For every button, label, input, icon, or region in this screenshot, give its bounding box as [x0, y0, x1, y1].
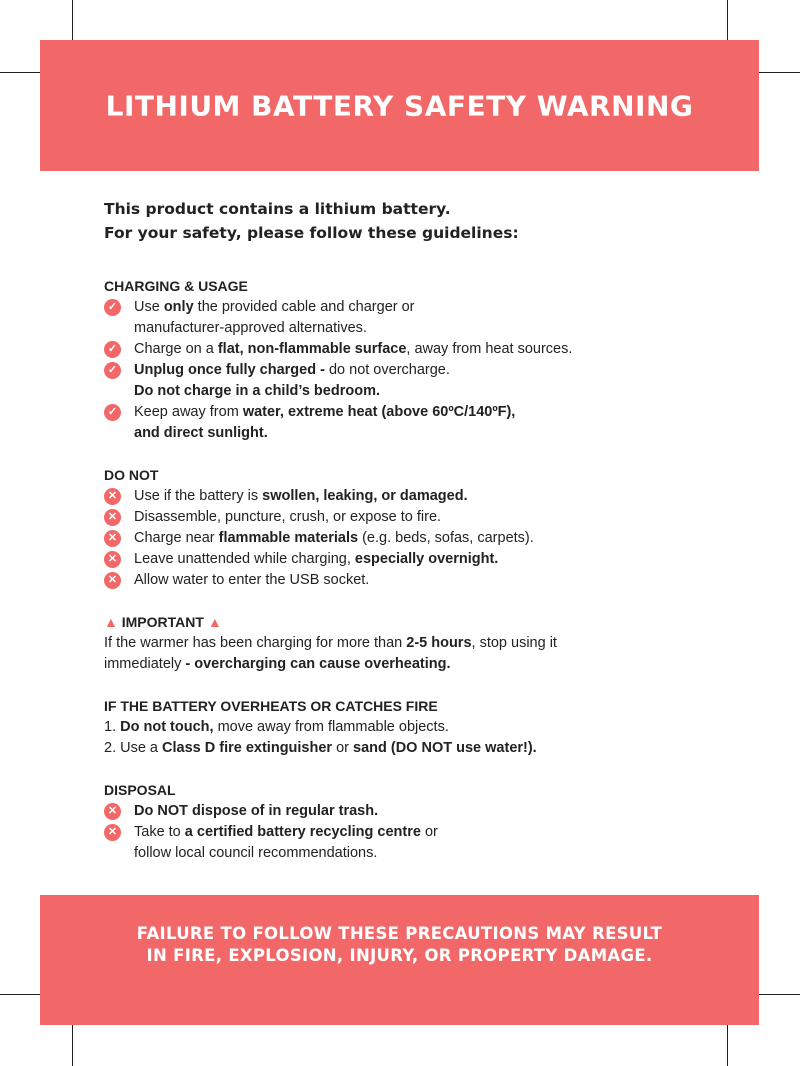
list-item: ✕ Leave unattended while charging, especially overnight.: [104, 549, 694, 570]
list-item: ✕ Do NOT dispose of in regular trash.: [104, 801, 694, 822]
section-title-disposal: DISPOSAL: [104, 782, 176, 798]
list-item: ✓ Charge on a flat, non-flammable surface, away from heat sources.: [104, 339, 694, 360]
footer-warning: FAILURE TO FOLLOW THESE PRECAUTIONS MAY RESULT: [136, 924, 663, 943]
guidelines-content: [104, 197, 694, 864]
intro-line: This product contains a lithium battery.: [104, 200, 451, 218]
x-circle-icon: ✕: [104, 509, 121, 526]
fire-step: 1. Do not touch, move away from flammable objects.: [104, 719, 449, 735]
x-circle-icon: ✕: [104, 824, 121, 841]
x-circle-icon: ✕: [104, 530, 121, 547]
x-circle-icon: ✕: [104, 572, 121, 589]
section-title-important: ▲ IMPORTANT ▲: [104, 614, 222, 630]
section-title-charging: CHARGING & USAGE: [104, 278, 248, 294]
list-item: ✕ Take to a certified battery recycling centre or follow local council recommendations.: [104, 822, 694, 864]
list-item: ✓ Keep away from water, extreme heat (above 60ºC/140ºF), and direct sunlight.: [104, 402, 694, 444]
intro: [104, 197, 694, 245]
list-item: ✓ Unplug once fully charged - do not overcharge. Do not charge in a child’s bedroom.: [104, 360, 694, 402]
page-title: LITHIUM BATTERY SAFETY WARNING: [105, 89, 694, 122]
fire-step: 2. Use a Class D fire extinguisher or sand (DO NOT use water!).: [104, 740, 537, 756]
check-circle-icon: ✓: [104, 341, 121, 358]
warning-triangle-icon: ▲: [104, 614, 118, 630]
header-band: [40, 40, 759, 171]
x-circle-icon: ✕: [104, 551, 121, 568]
check-circle-icon: ✓: [104, 404, 121, 421]
important-text: If the warmer has been charging for more than 2-5 hours, stop using it immediately - overcharging can cause overheating.: [104, 635, 557, 672]
footer-warning: IN FIRE, EXPLOSION, INJURY, OR PROPERTY DAMAGE.: [146, 946, 653, 965]
section-title-fire: IF THE BATTERY OVERHEATS OR CATCHES FIRE: [104, 698, 438, 714]
x-circle-icon: ✕: [104, 803, 121, 820]
check-circle-icon: ✓: [104, 299, 121, 316]
list-item: ✓ Use only the provided cable and charger or manufacturer-approved alternatives.: [104, 297, 694, 339]
x-circle-icon: ✕: [104, 488, 121, 505]
check-circle-icon: ✓: [104, 362, 121, 379]
footer-band: [40, 895, 759, 1025]
list-item: ✕ Allow water to enter the USB socket.: [104, 570, 694, 591]
list-item: ✕ Disassemble, puncture, crush, or expose to fire.: [104, 507, 694, 528]
list-item: ✕ Charge near flammable materials (e.g. beds, sofas, carpets).: [104, 528, 694, 549]
list-item: ✕ Use if the battery is swollen, leaking, or damaged.: [104, 486, 694, 507]
warning-triangle-icon: ▲: [207, 614, 222, 630]
intro-line: For your safety, please follow these guidelines:: [104, 224, 519, 242]
section-title-do-not: DO NOT: [104, 467, 159, 483]
